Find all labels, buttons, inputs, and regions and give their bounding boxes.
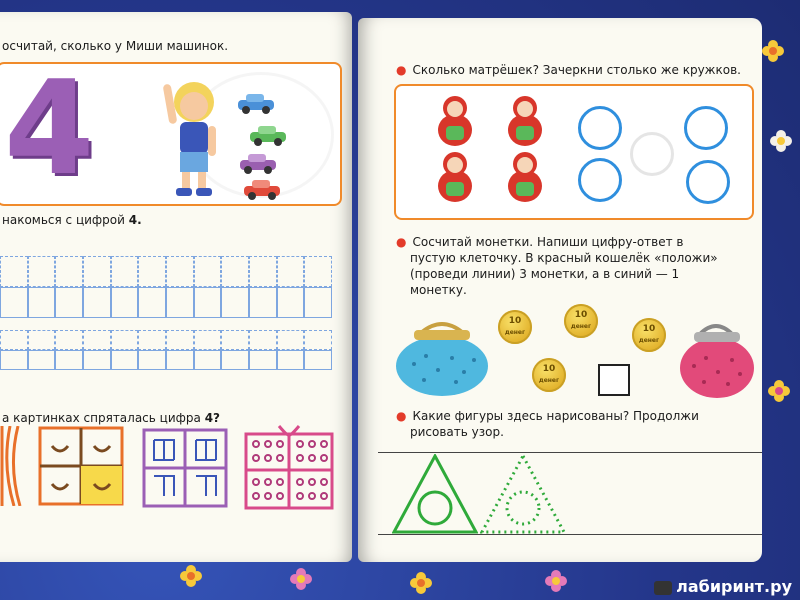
coin-icon[interactable]: [632, 318, 666, 352]
flower-icon: [410, 572, 432, 594]
big-digit-four: 4: [4, 52, 95, 204]
matryoshka-icon: [436, 150, 474, 202]
matryoshka-icon: [436, 94, 474, 146]
coin-unit: денег: [538, 377, 560, 384]
pattern-bottom-line: [378, 534, 762, 535]
task-coins-line: пустую клеточку. В красный кошелёк «положи»: [410, 251, 718, 265]
blue-purse[interactable]: [394, 314, 490, 398]
logo-icon: [654, 581, 672, 595]
flower-icon: [290, 568, 312, 590]
task-hidden-label: а картинках спряталась цифра: [2, 411, 201, 425]
bullet-icon: ●: [396, 235, 407, 249]
task-shapes-line: рисовать узор.: [410, 425, 504, 439]
writing-grid-1[interactable]: [0, 256, 332, 318]
answer-circle[interactable]: [684, 106, 728, 150]
coin-unit: денег: [638, 337, 660, 344]
task-dolls-label: Сколько матрёшек? Зачеркни столько же кружков.: [412, 63, 741, 77]
car-icon: [248, 124, 288, 146]
coin-value: 10: [542, 364, 556, 374]
answer-circle[interactable]: [578, 106, 622, 150]
matryoshka-icon: [506, 94, 544, 146]
task-coins-line: (проведи линии) 3 монетки, а в синий — 1: [410, 267, 680, 281]
task-hidden-text: [2, 410, 220, 426]
matryoshka-icon: [506, 150, 544, 202]
coin-unit: денег: [504, 329, 526, 336]
faded-circle: [630, 132, 674, 176]
coin-icon[interactable]: [564, 304, 598, 338]
task-hidden-digit: 4?: [204, 411, 221, 425]
flower-icon: [180, 565, 202, 587]
pattern-top-line: [378, 452, 762, 453]
task-count-text: осчитай, сколько у Миши машинок.: [2, 39, 229, 53]
coin-value: 10: [642, 324, 656, 334]
task-coins-text: [396, 234, 718, 298]
curtain-picture: [0, 426, 22, 506]
answer-circle[interactable]: [686, 160, 730, 204]
coin-icon[interactable]: [532, 358, 566, 392]
count-cars-panel: [0, 52, 342, 206]
red-purse[interactable]: [678, 316, 756, 400]
gift-picture: [244, 424, 334, 510]
flower-icon: [762, 40, 784, 62]
watermark-logo: [654, 577, 792, 596]
task-coins-line: Сосчитай монетки. Напиши цифру-ответ в: [412, 235, 684, 249]
watermark-text: лабиринт.ру: [676, 577, 792, 596]
task-meet-digit: 4.: [128, 213, 142, 227]
flower-icon: [770, 130, 792, 152]
boy-illustration: [158, 76, 230, 200]
car-icon: [236, 92, 276, 114]
triangle-circle-figure: [392, 454, 478, 534]
task-shapes-line: Какие фигуры здесь нарисованы? Продолжи: [412, 409, 699, 423]
bullet-icon: ●: [396, 409, 407, 423]
right-page: [358, 18, 762, 562]
flower-icon: [768, 380, 790, 402]
triangle-circle-dotted-figure[interactable]: [480, 454, 566, 534]
left-page: [0, 12, 352, 562]
cabinet-picture: [38, 426, 124, 506]
answer-box[interactable]: [598, 364, 630, 396]
answer-circle[interactable]: [578, 158, 622, 202]
bullet-icon: ●: [396, 63, 407, 77]
task-dolls-text: [396, 62, 741, 78]
coin-unit: денег: [570, 323, 592, 330]
task-shapes-text: [396, 408, 699, 440]
dolls-panel: [394, 84, 754, 220]
coin-value: 10: [508, 316, 522, 326]
flower-icon: [545, 570, 567, 592]
coin-value: 10: [574, 310, 588, 320]
task-meet-label: накомься с цифрой: [2, 213, 125, 227]
writing-grid-2[interactable]: [0, 330, 332, 370]
task-coins-line: монетку.: [410, 283, 467, 297]
window-picture: [142, 428, 228, 508]
car-icon: [238, 152, 278, 174]
task-meet-text: [2, 212, 142, 228]
coin-icon[interactable]: [498, 310, 532, 344]
car-icon: [242, 178, 282, 200]
